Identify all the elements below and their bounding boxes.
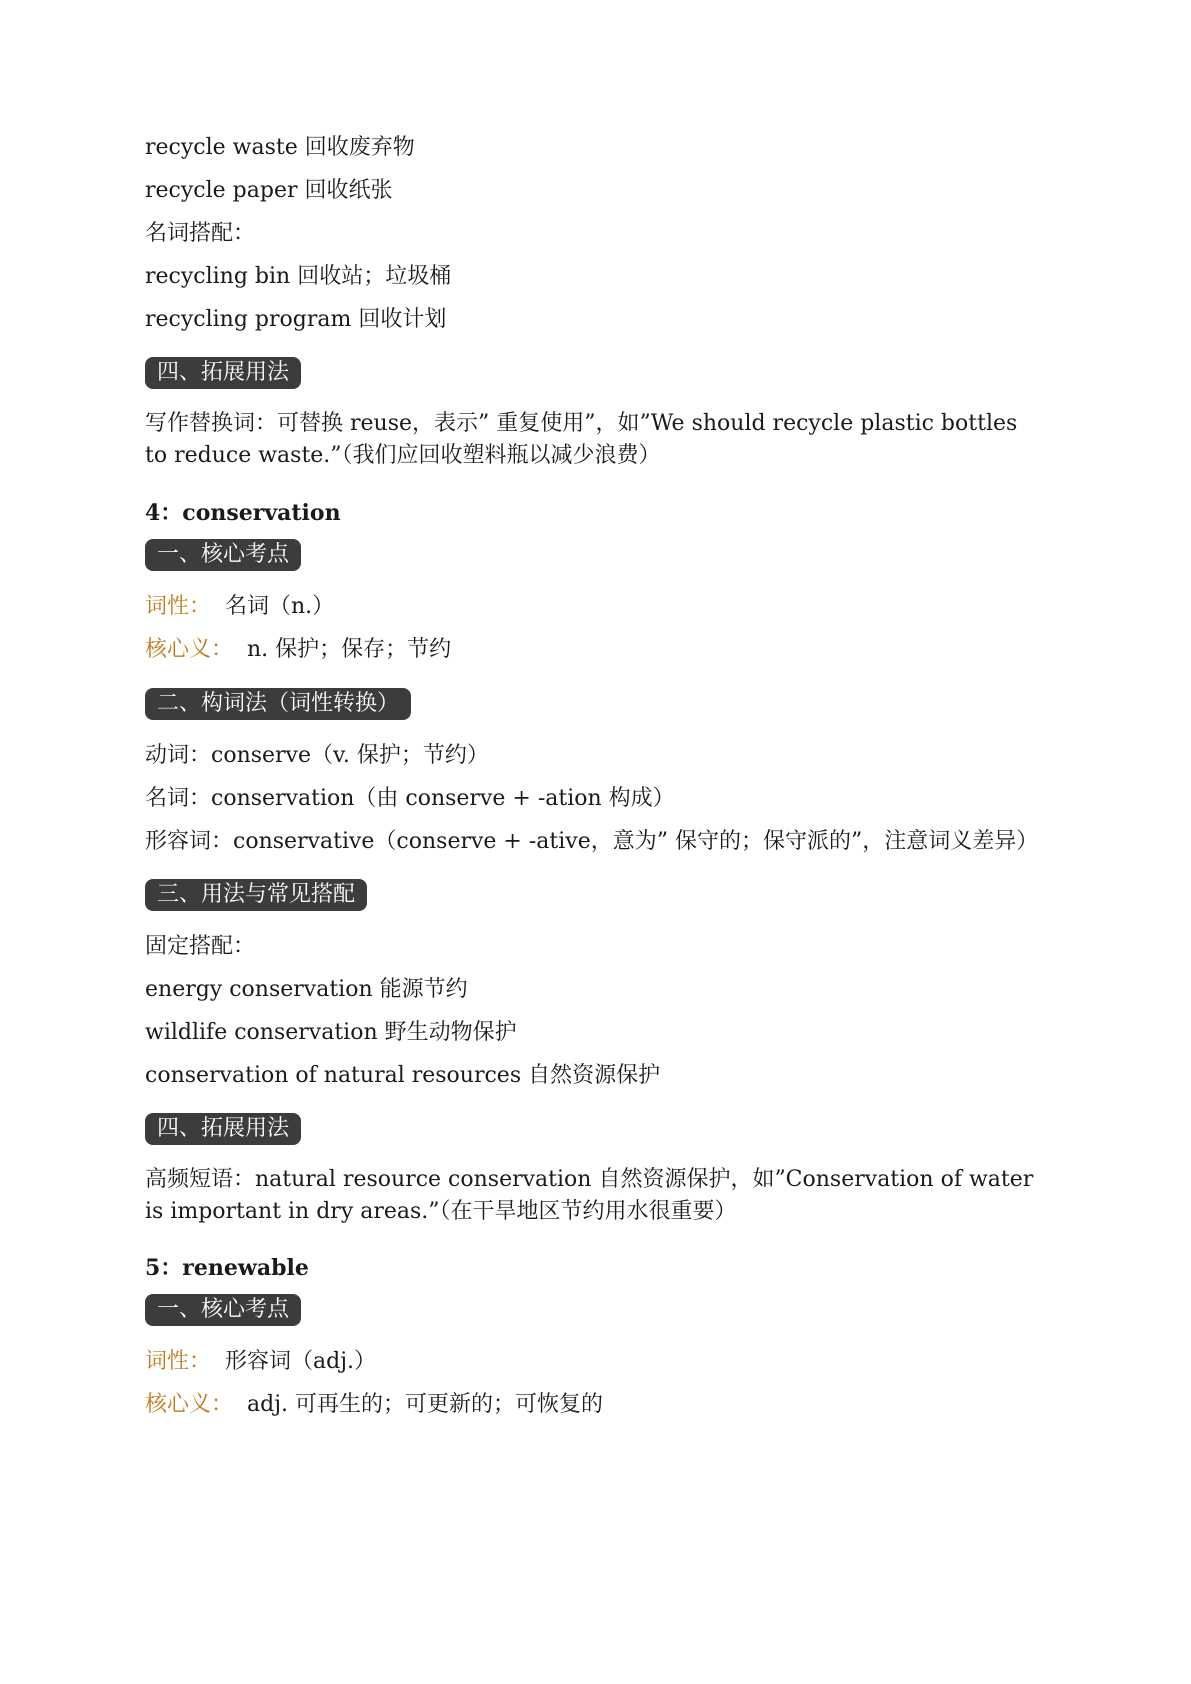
collocation-line: recycle waste 回收废弃物 <box>145 135 415 160</box>
pos-line <box>145 592 334 622</box>
collocation-line: recycling program 回收计划 <box>145 307 447 332</box>
meaning-label: 核心义： <box>145 637 234 662</box>
usage-line: conservation of natural resources 自然资源保护 <box>145 1063 661 1088</box>
word-heading-conservation: 4：conservation <box>145 500 341 526</box>
collocation-line: recycling bin 回收站；垃圾桶 <box>145 264 452 289</box>
collocation-line: recycle paper 回收纸张 <box>145 178 393 203</box>
meaning-value: adj. 可再生的；可更新的；可恢复的 <box>247 1392 604 1417</box>
section-badge-word-formation: 二、构词法（词性转换） <box>145 688 411 720</box>
pos-value: 名词（n.） <box>225 594 335 619</box>
section-badge-usage: 三、用法与常见搭配 <box>145 879 367 911</box>
section-badge-core: 一、核心考点 <box>145 1294 301 1326</box>
formation-line: 形容词：conservative（conserve + -ative，意为” 保守的；保守派的”，注意词义差异） <box>145 829 1039 854</box>
meaning-line <box>145 1390 603 1420</box>
formation-line: 动词：conserve（v. 保护；节约） <box>145 743 489 768</box>
meaning-value: n. 保护；保存；节约 <box>247 637 452 662</box>
extension-text: 高频短语：natural resource conservation 自然资源保护，如”Conservation of water is important in dry areas.”（在干旱地区节约用水很重要） <box>145 1167 1034 1224</box>
usage-line: energy conservation 能源节约 <box>145 977 468 1002</box>
usage-line: 固定搭配： <box>145 934 256 959</box>
meaning-line <box>145 635 451 665</box>
section-badge-extension: 四、拓展用法 <box>145 357 301 389</box>
pos-label: 词性： <box>145 594 212 619</box>
section-badge-extension: 四、拓展用法 <box>145 1113 301 1145</box>
collocation-line: 名词搭配： <box>145 221 256 246</box>
meaning-label: 核心义： <box>145 1392 234 1417</box>
usage-line: wildlife conservation 野生动物保护 <box>145 1020 517 1045</box>
word-heading-renewable: 5：renewable <box>145 1255 309 1281</box>
extension-text: 写作替换词：可替换 reuse，表示” 重复使用”，如”We should recycle plastic bottles to reduce waste.”（我们应回收塑料瓶以减少浪费） <box>145 411 1018 468</box>
pos-line <box>145 1347 376 1377</box>
formation-line: 名词：conservation（由 conserve + -ation 构成） <box>145 786 675 811</box>
pos-label: 词性： <box>145 1349 212 1374</box>
section-badge-core: 一、核心考点 <box>145 539 301 571</box>
pos-value: 形容词（adj.） <box>225 1349 377 1374</box>
